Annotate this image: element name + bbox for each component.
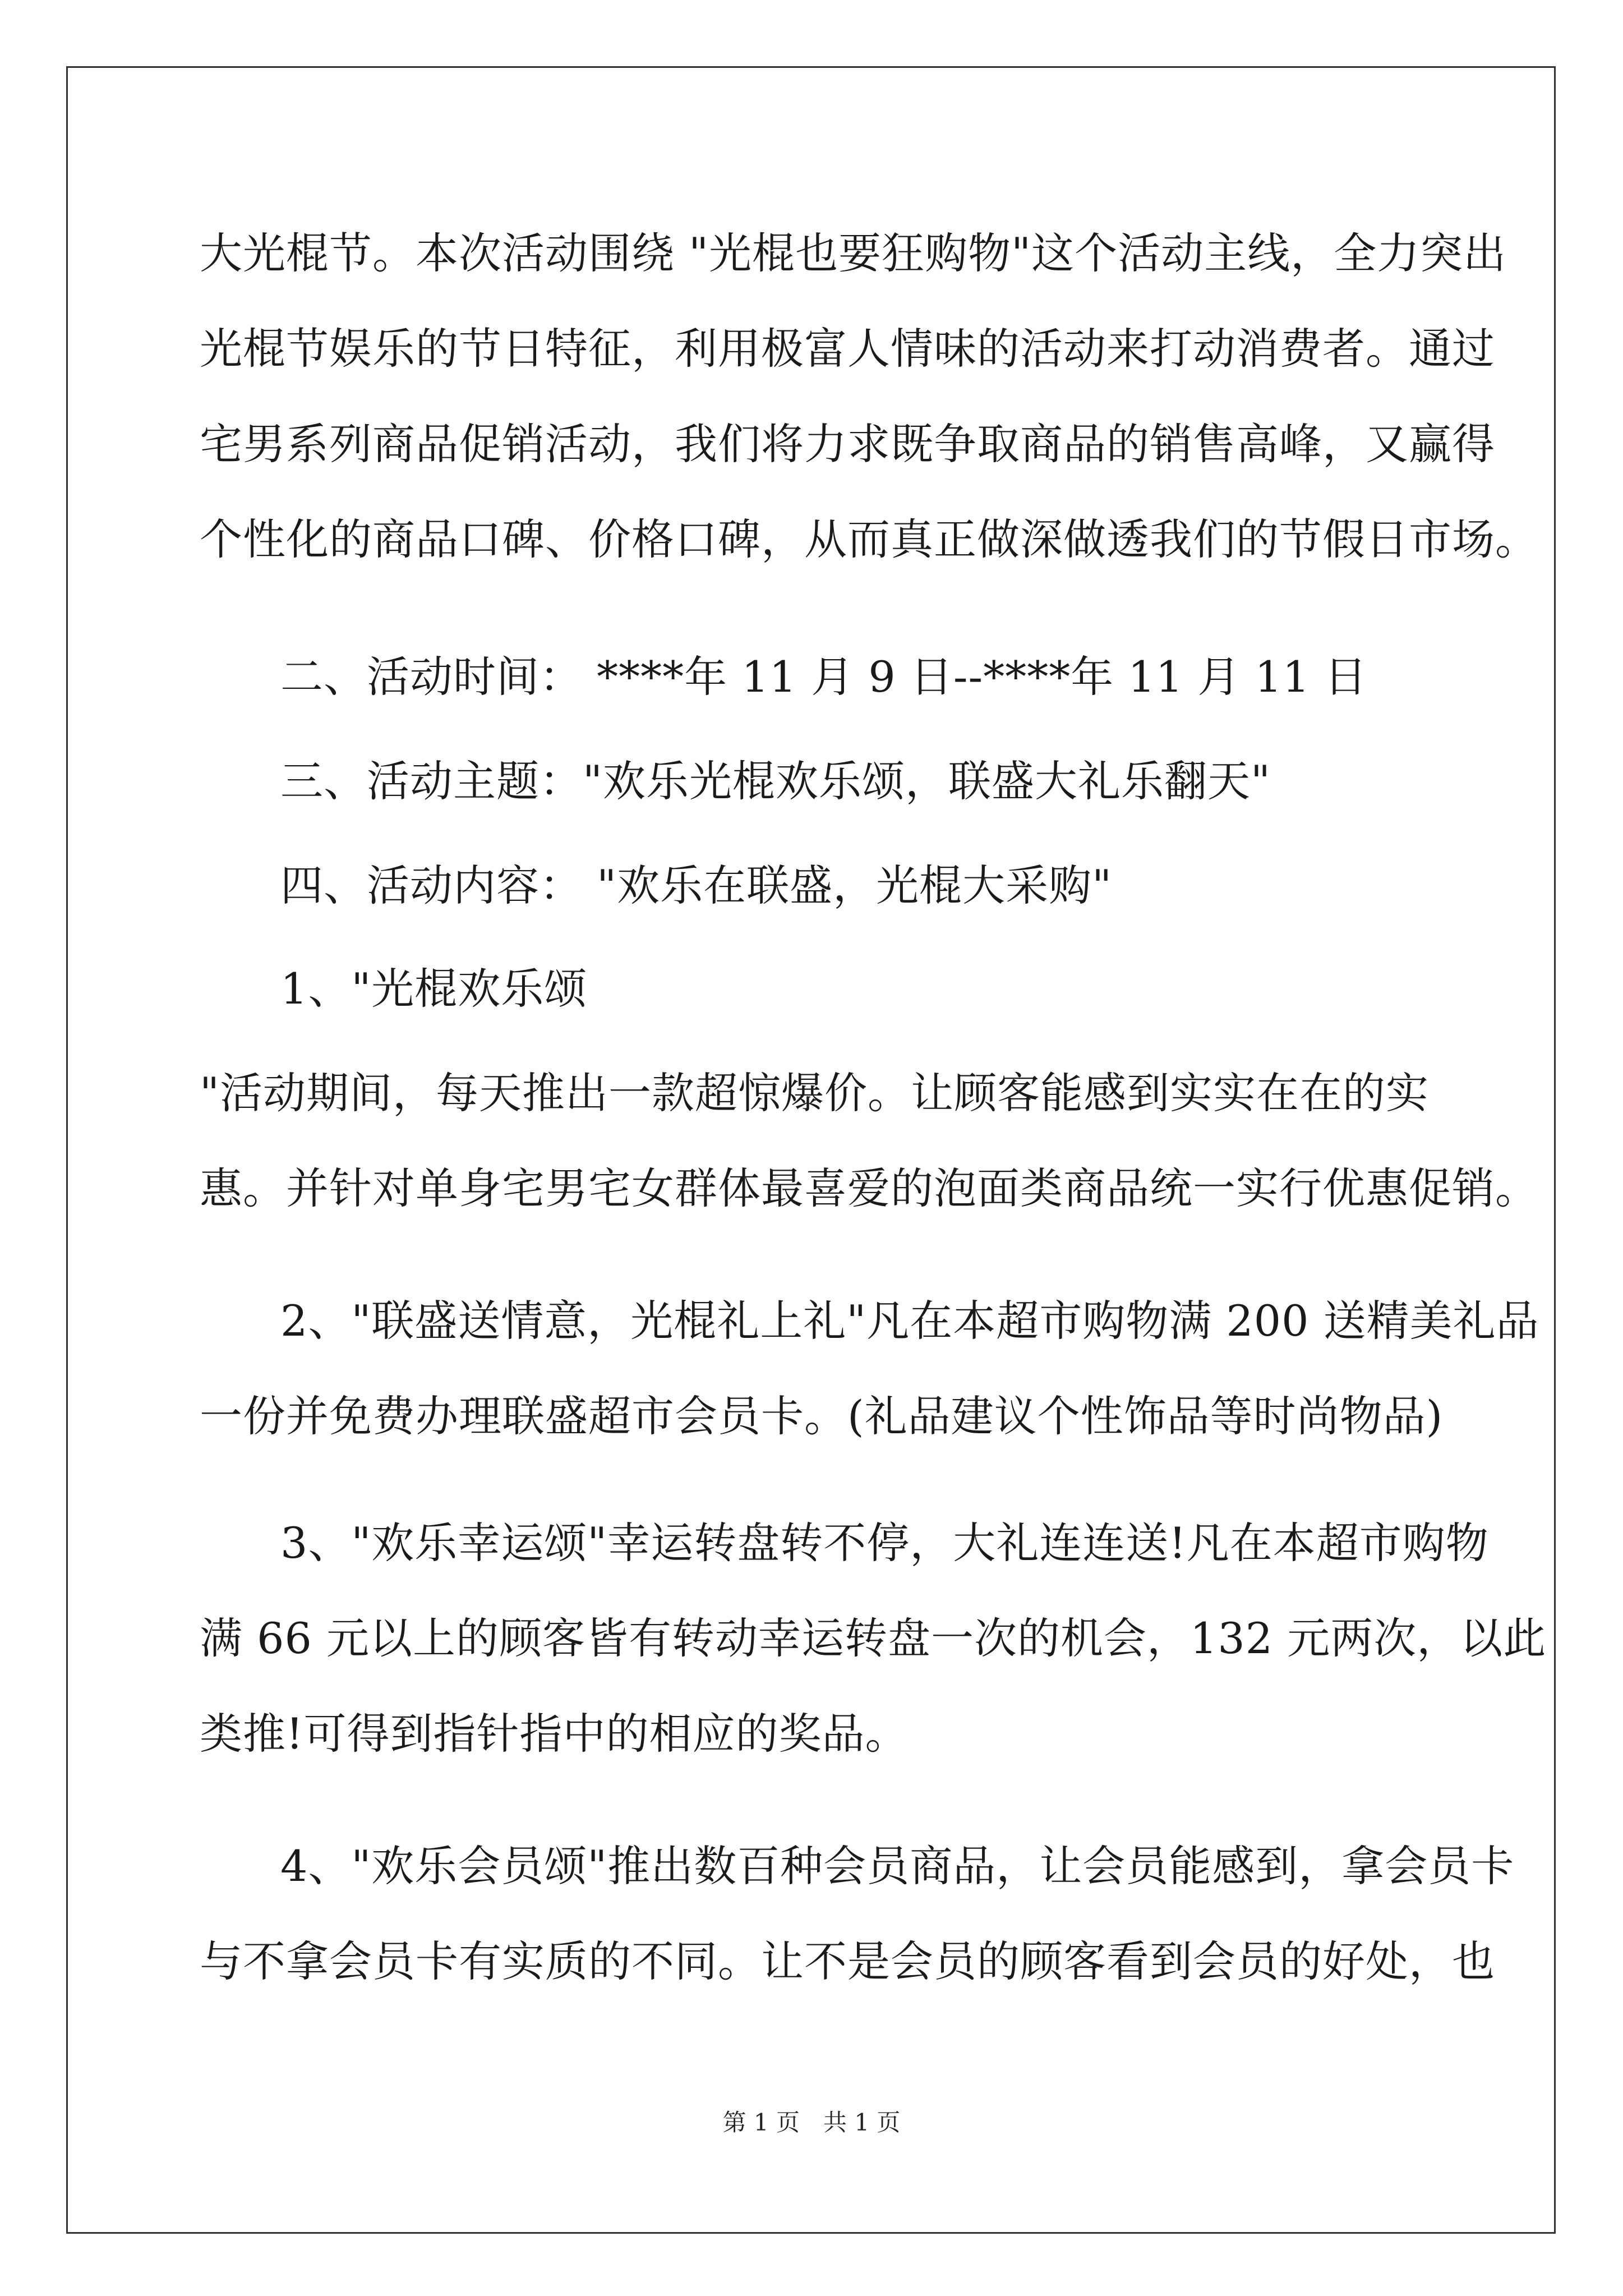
item-4: 4、"欢乐会员颂"推出数百种会员商品，让会员能感到，拿会员卡 xyxy=(280,1841,1515,1891)
section-content: 四、活动内容： "欢乐在联盛，光棍大采购" xyxy=(280,861,1113,910)
text-line-3: 宅男系列商品促销活动，我们将力求既争取商品的销售高峰，又赢得 xyxy=(200,419,1495,469)
text-line-12: 一份并免费办理联盛超市会员卡。(礼品建议个性饰品等时尚物品) xyxy=(200,1391,1444,1441)
item-2: 2、"联盛送情意，光棍礼上礼"凡在本超市购物满 200 送精美礼品 xyxy=(280,1296,1539,1346)
text-line-17: 与不拿会员卡有实质的不同。让不是会员的顾客看到会员的好处，也 xyxy=(200,1936,1495,1986)
text-line-15: 类推!可得到指针指中的相应的奖品。 xyxy=(200,1709,909,1759)
text-line-10: 惠。并针对单身宅男宅女群体最喜爱的泡面类商品统一实行优惠促销。 xyxy=(200,1163,1538,1213)
page-number: 第 1 页 共 1 页 xyxy=(722,2109,901,2136)
section-time: 二、活动时间： ****年 11 月 9 日--****年 11 月 11 日 xyxy=(280,652,1368,702)
text-line-1: 大光棍节。本次活动围绕 "光棍也要狂购物"这个活动主线，全力突出 xyxy=(200,228,1507,278)
text-line-14: 满 66 元以上的顾客皆有转动幸运转盘一次的机会，132 元两次，以此 xyxy=(200,1613,1547,1663)
item-3: 3、"欢乐幸运颂"幸运转盘转不停，大礼连连送!凡在本超市购物 xyxy=(280,1518,1489,1568)
text-line-2: 光棍节娱乐的节日特征，利用极富人情味的活动来打动消费者。通过 xyxy=(200,324,1495,374)
section-theme: 三、活动主题："欢乐光棍欢乐颂，联盛大礼乐翻天" xyxy=(280,756,1271,806)
item-1-title: 1、"光棍欢乐颂 xyxy=(280,964,588,1014)
page-border xyxy=(66,66,1556,2234)
text-line-4: 个性化的商品口碑、价格口碑，从而真正做深做透我们的节假日市场。 xyxy=(200,514,1538,564)
text-line-9: "活动期间，每天推出一款超惊爆价。让顾客能感到实实在在的实 xyxy=(200,1068,1429,1118)
